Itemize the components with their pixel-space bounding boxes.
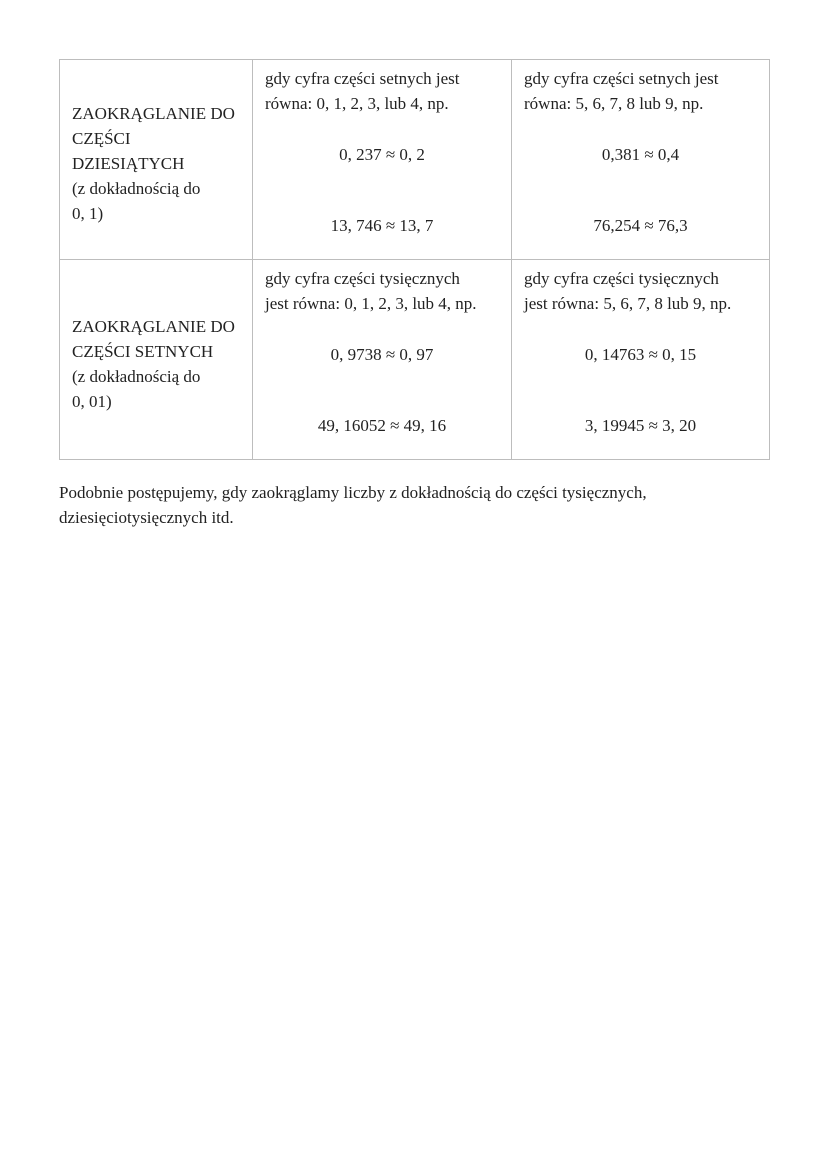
round-up-cell xyxy=(512,60,770,260)
label-line: CZĘŚCI xyxy=(72,129,131,148)
label-line: 0, 1) xyxy=(72,204,104,223)
rule-text: równa: 0, 1, 2, 3, lub 4, np. xyxy=(265,94,449,113)
example-formula: 49, 16052 ≈ 49, 16 xyxy=(317,416,447,435)
example-formula: 76,254 ≈ 76,3 xyxy=(593,216,688,235)
rule-text: jest równa: 5, 6, 7, 8 lub 9, np. xyxy=(524,294,732,313)
label-line: ZAOKRĄGLANIE DO xyxy=(72,316,235,336)
label-line: (z dokładnością do xyxy=(72,179,201,198)
label-line: CZĘŚCI SETNYCH xyxy=(72,341,214,361)
label-line: (z dokładnością do xyxy=(72,366,201,386)
rule-text: gdy cyfra części setnych jest xyxy=(524,69,719,88)
table-row-tenths xyxy=(60,60,770,260)
label-line: 0, 01) xyxy=(72,391,112,411)
paragraph-line: dziesięciotysięcznych itd. xyxy=(59,508,234,527)
example-formula: 0,381 ≈ 0,4 xyxy=(601,145,680,164)
closing-paragraph xyxy=(59,480,759,530)
rule-text: jest równa: 0, 1, 2, 3, lub 4, np. xyxy=(265,294,477,313)
rounding-table xyxy=(59,59,770,460)
row-label xyxy=(60,60,253,260)
example-formula: 3, 19945 ≈ 3, 20 xyxy=(584,416,697,435)
label-line: ZAOKRĄGLANIE DO xyxy=(72,104,235,123)
round-down-cell xyxy=(253,260,512,460)
row-label xyxy=(60,260,253,460)
example-formula: 0, 14763 ≈ 0, 15 xyxy=(584,345,697,364)
rule-text: równa: 5, 6, 7, 8 lub 9, np. xyxy=(524,94,704,113)
example-formula: 0, 9738 ≈ 0, 97 xyxy=(330,345,434,364)
example-formula: 0, 237 ≈ 0, 2 xyxy=(339,145,425,164)
rule-text: gdy cyfra części setnych jest xyxy=(265,69,460,88)
paragraph-line: Podobnie postępujemy, gdy zaokrąglamy liczby z dokładnością do części tysięcznych, xyxy=(59,483,647,502)
rule-text: gdy cyfra części tysięcznych xyxy=(265,269,460,288)
rule-text: gdy cyfra części tysięcznych xyxy=(524,269,719,288)
table-row-hundredths xyxy=(60,260,770,460)
round-up-cell xyxy=(512,260,770,460)
label-line: DZIESIĄTYCH xyxy=(72,154,185,173)
round-down-cell xyxy=(253,60,512,260)
example-formula: 13, 746 ≈ 13, 7 xyxy=(330,216,434,235)
